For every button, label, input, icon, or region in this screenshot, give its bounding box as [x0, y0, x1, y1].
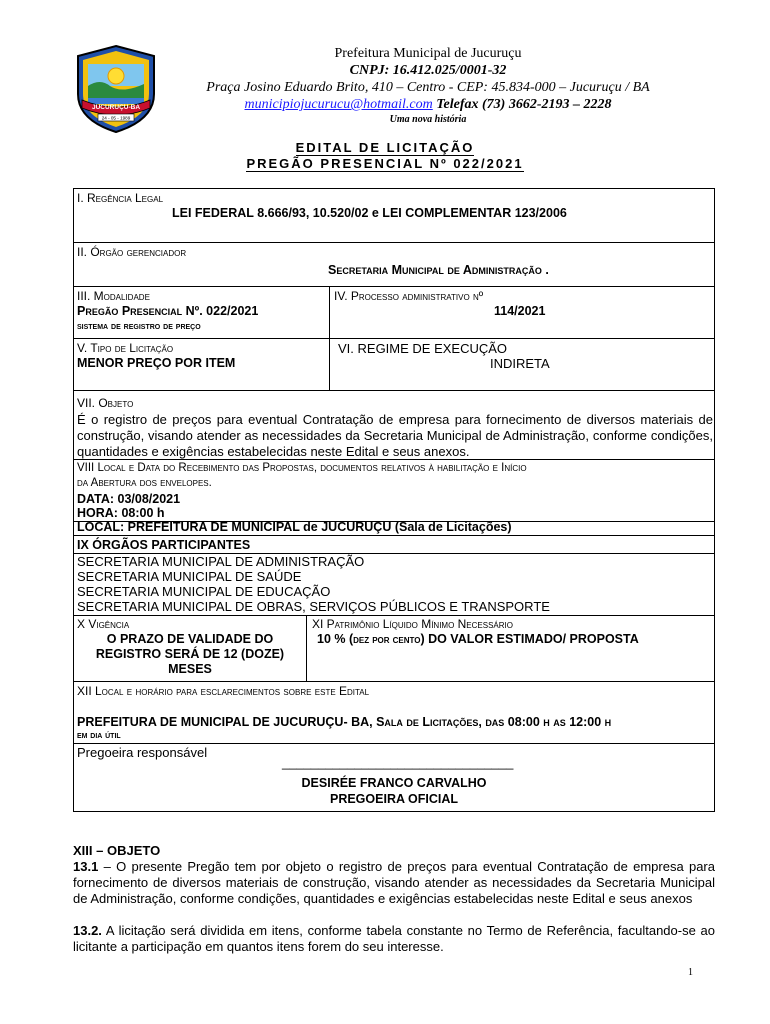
vigencia-label: X Vigência: [77, 617, 130, 631]
edital-summary-table: [73, 188, 715, 812]
row-pregoeira: [74, 744, 714, 811]
modalidade-subtitle: sistema de registro de preço: [77, 320, 201, 332]
row-esclarecimentos: [74, 682, 714, 744]
email-link[interactable]: municipiojucurucu@hotmail.com: [244, 97, 433, 112]
tipo-licitacao-value: MENOR PREÇO POR ITEM: [77, 356, 236, 370]
esclarecimentos-label: XII Local e horário para esclarecimentos sobre este Edital: [77, 684, 370, 698]
orgao-administracao: SECRETARIA MUNICIPAL DE ADMINISTRAÇÃO: [77, 554, 365, 569]
processo-value: 114/2021: [494, 304, 546, 318]
objeto-heading: XIII – OBJETO: [73, 843, 161, 858]
row-modalidade-processo: [74, 287, 714, 339]
orgao-gerenciador-label: II. Órgão gerenciador: [77, 245, 187, 259]
municipality-name: Prefeitura Municipal de Jucuruçu: [334, 46, 522, 61]
municipal-coat-of-arms-logo: [70, 42, 162, 134]
regime-execucao-value: INDIRETA: [490, 356, 550, 371]
objeto-text: É o registro de preços para eventual Contratação de empresa para fornecimento de diversos materiais de construção, visando atender as necessidades da Secretaria Municipal de Administração, conforme condições, quantidades e exigências estabelecidas neste Edital e seus anexos.: [77, 412, 713, 459]
cnpj: CNPJ: 16.412.025/0001-32: [349, 63, 507, 78]
modalidade-label: III. Modalidade: [77, 289, 150, 303]
esclarecimentos-value: PREFEITURA DE MUNICIPAL DE JUCURUÇU- BA, Sala de Licitações, das 08:00 h as 12:00 h: [77, 715, 612, 729]
local-data-label-2: da Abertura dos envelopes.: [77, 477, 212, 489]
row-local: [74, 506, 714, 536]
row-vigencia-patrimonio: [74, 616, 714, 682]
objeto-paragraph-13-2: 13.2. A licitação será dividida em itens, conforme tabela constante no Termo de Referência, facultando-se ao licitante a participação em quantos itens forem do seu interesse.: [73, 923, 715, 954]
modalidade-value: Pregão Presencial Nº. 022/2021: [77, 304, 259, 318]
regencia-legal-value: LEI FEDERAL 8.666/93, 10.520/02 e LEI COMPLEMENTAR 123/2006: [172, 206, 567, 220]
svg-text:JUCURUÇU-BA: JUCURUÇU-BA: [91, 104, 141, 111]
row-orgaos-participantes: [74, 536, 714, 616]
patrimonio-label: XI Patrimônio Líquido Mínimo Necessário: [312, 617, 513, 631]
orgao-educacao: SECRETARIA MUNICIPAL DE EDUCAÇÃO: [77, 584, 331, 599]
vigencia-line-2: REGISTRO SERÁ DE 12 (DOZE): [95, 647, 285, 661]
document-subtitle: PREGÃO PRESENCIAL Nº 022/2021: [246, 156, 524, 171]
orgao-saude: SECRETARIA MUNICIPAL DE SAÚDE: [77, 569, 302, 584]
vigencia-line-1: O PRAZO DE VALIDADE DO: [106, 632, 274, 646]
local-value: LOCAL: PREFEITURA DE MUNICIPAL de JUCURUÇU (Sala de Licitações): [77, 520, 512, 534]
contact-line: [168, 97, 688, 113]
svg-text:24 - 05 - 1989: 24 - 05 - 1989: [101, 115, 131, 121]
page-number: 1: [688, 967, 693, 978]
signature-line: ________________________________: [282, 755, 514, 770]
letterhead: [0, 0, 770, 135]
esclarecimentos-dia-util: em dia útil: [77, 730, 121, 741]
objeto-label: VII. Objeto: [77, 396, 134, 410]
tipo-licitacao-label: V. Tipo de Licitação: [77, 341, 174, 355]
data-value: DATA: 03/08/2021: [77, 492, 181, 506]
row-regencia-legal: [74, 189, 714, 243]
local-data-label-1: VIII Local e Data do Recebimento das Propostas, documentos relativos à habilitação e Início: [77, 462, 527, 474]
patrimonio-value: 10 % (dez por cento) DO VALOR ESTIMADO/ PROPOSTA: [317, 632, 639, 646]
objeto-paragraph-13-1: 13.1 – O presente Pregão tem por objeto o registro de preços para eventual Contratação de empresa para fornecimento de diversos materiais de construção, visando atender as necessidades da Secretaria Municipal de Administração, conforme condições, quantidades e exigências estabelecidas neste Edital e seus anexos: [73, 859, 715, 906]
row-tipo-regime: [74, 339, 714, 391]
address: Praça Josino Eduardo Brito, 410 – Centro - CEP: 45.834-000 – Jucuruçu / BA: [206, 80, 650, 95]
pregoeira-name: DESIRÉE FRANCO CARVALHO: [301, 776, 487, 790]
telefax: Telefax (73) 3662-2193 – 2228: [432, 97, 612, 112]
row-objeto: [74, 391, 714, 460]
orgao-obras: SECRETARIA MUNICIPAL DE OBRAS, SERVIÇOS PÚBLICOS E TRANSPORTE: [77, 599, 550, 614]
processo-label: IV. Processo administrativo nº: [334, 289, 484, 303]
regime-execucao-label: VI. REGIME DE EXECUÇÃO: [338, 341, 508, 356]
pregoeira-label: Pregoeira responsável: [77, 745, 208, 760]
regencia-legal-label: I. Regência Legal: [77, 191, 164, 205]
orgao-gerenciador-value: Secretaria Municipal de Administração .: [328, 263, 549, 277]
slogan: Uma nova história: [389, 114, 467, 125]
vigencia-line-3: MESES: [168, 662, 212, 676]
document-title: EDITAL DE LICITAÇÃO: [295, 140, 475, 155]
pregoeira-role: PREGOEIRA OFICIAL: [329, 792, 458, 806]
row-orgao-gerenciador: [74, 243, 714, 287]
orgaos-participantes-label: IX ÓRGÃOS PARTICIPANTES: [77, 538, 251, 552]
hora-value: HORA: 08:00 h: [77, 506, 165, 520]
